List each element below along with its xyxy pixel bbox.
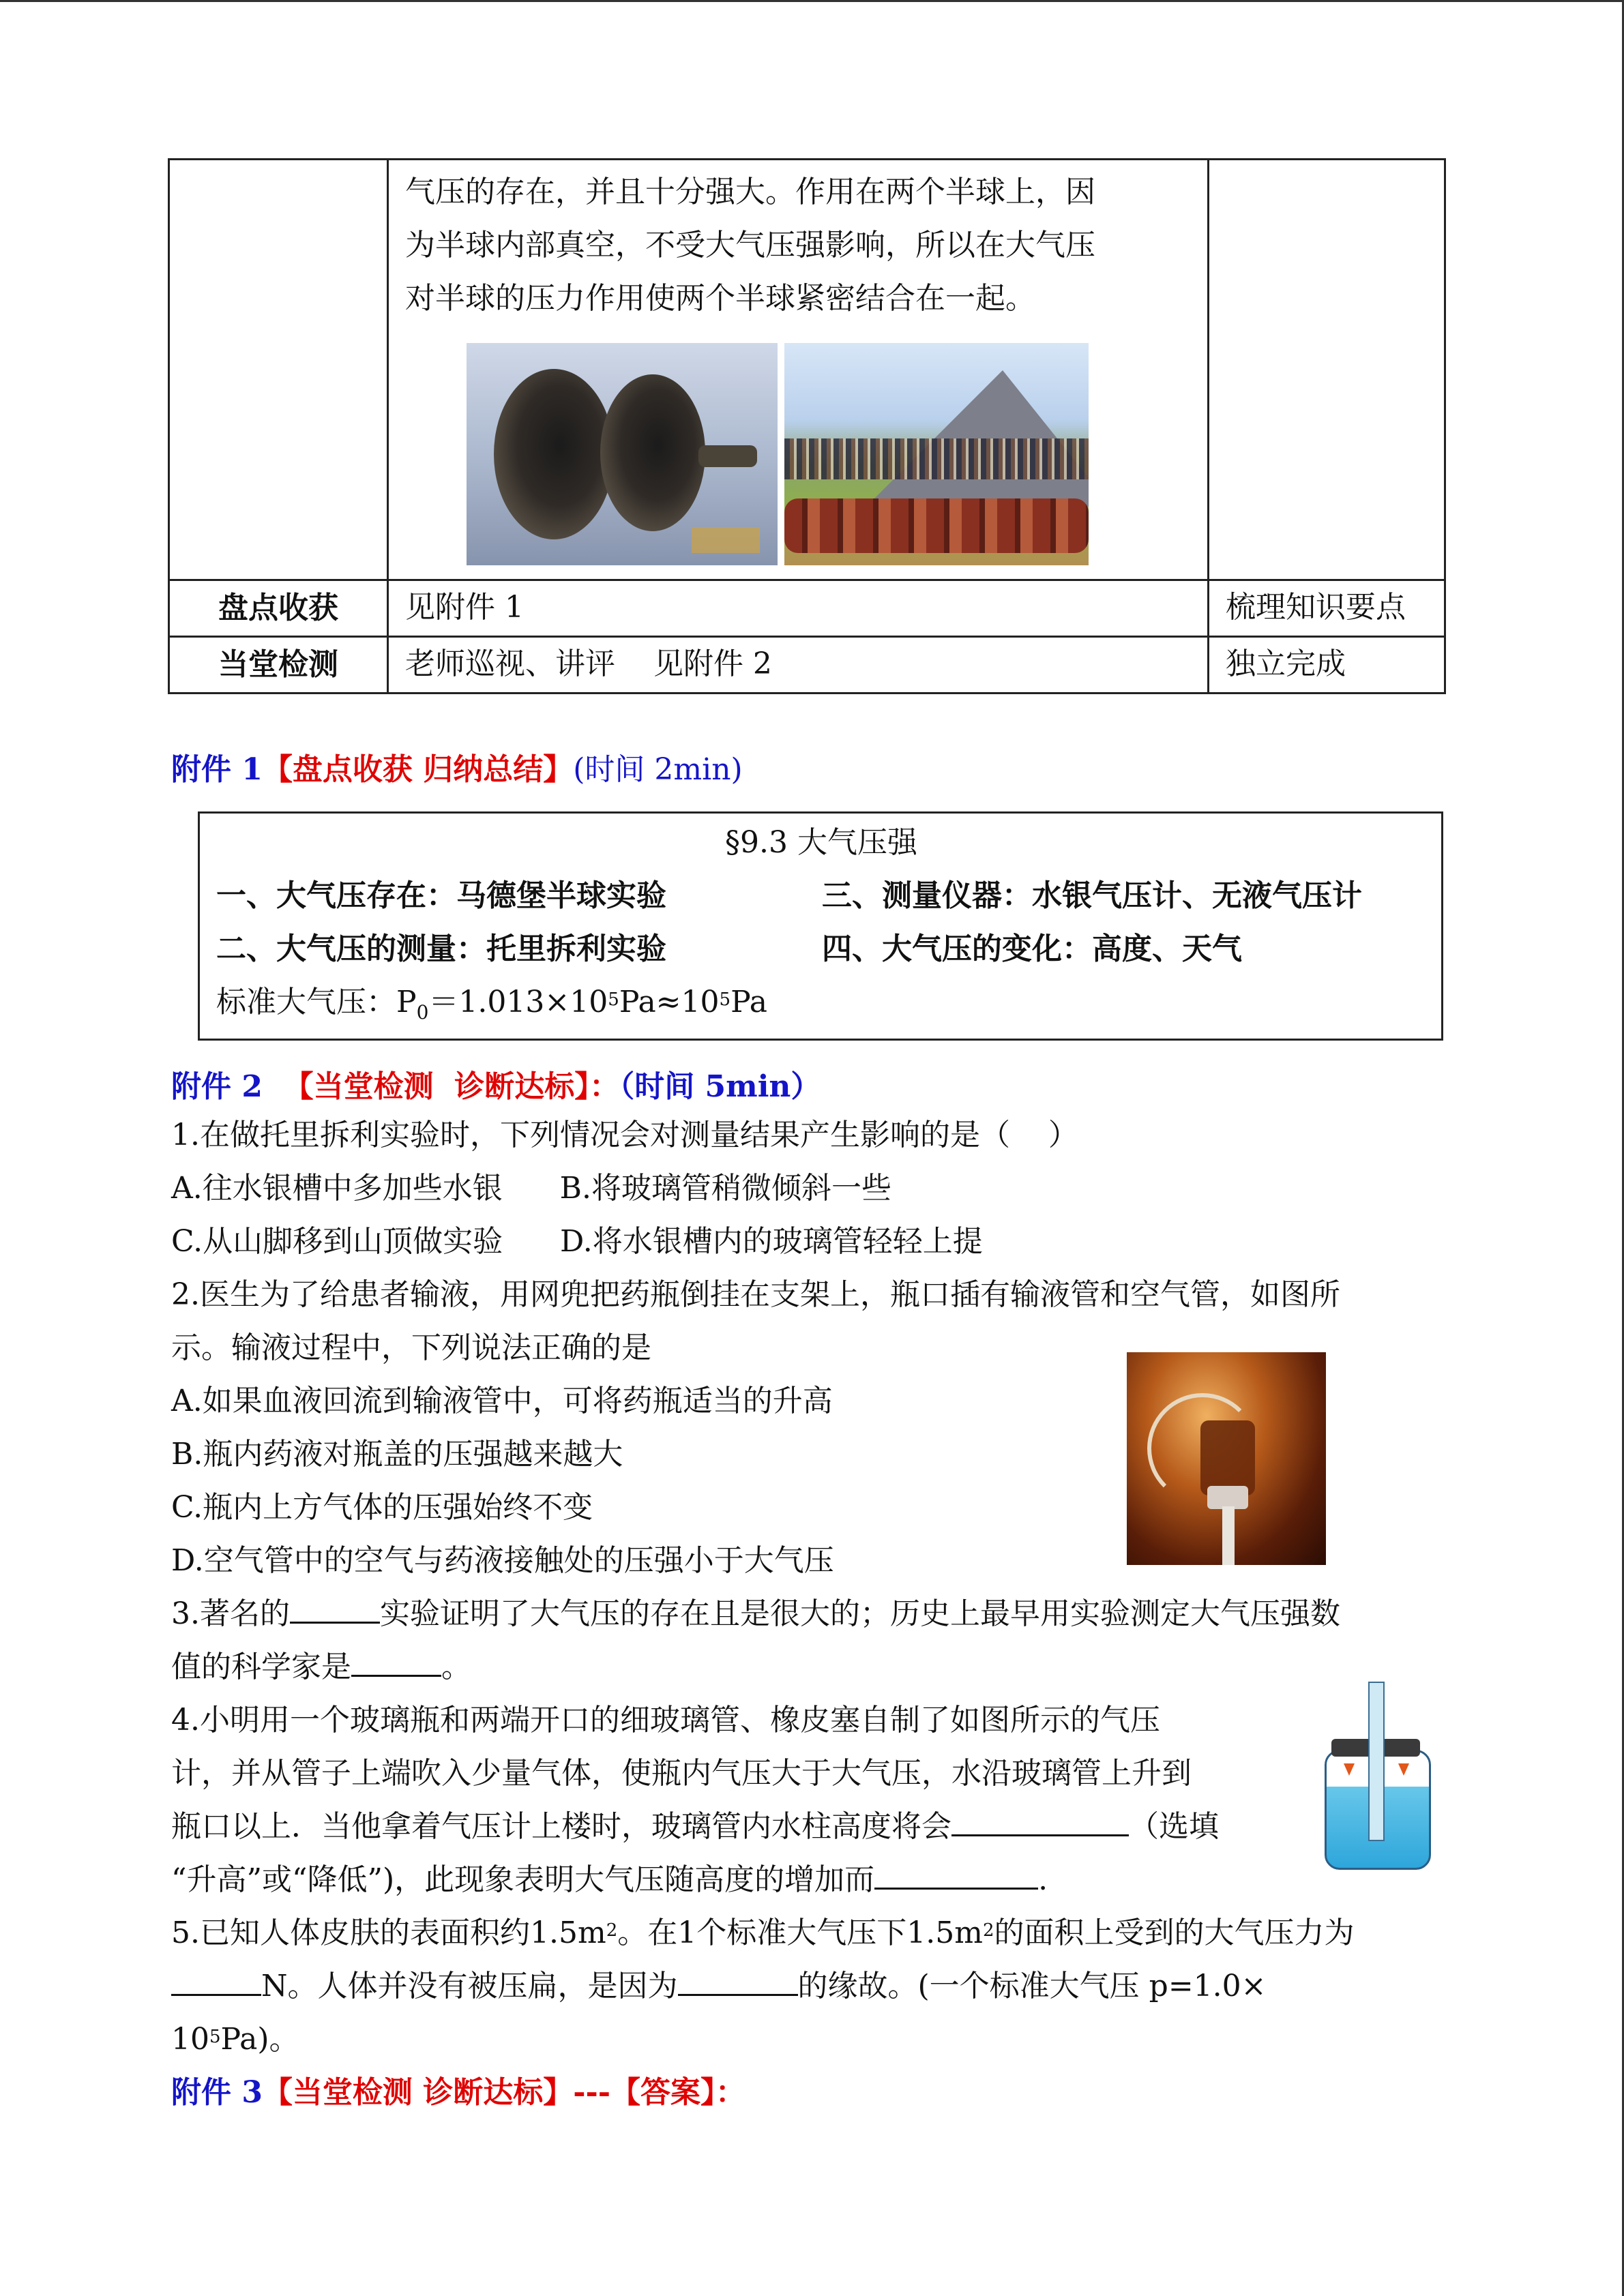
attachment1-label: 附件 1 [171,752,263,787]
attachment2-heading [171,1062,821,1105]
magdeburg-hemispheres-photo [467,343,778,565]
attachment2-title: 【当堂检测 诊断达标】： [283,1069,620,1104]
std-subscript: 0 [416,1000,429,1024]
q5-text: Pa)。 [220,2022,299,2057]
student-cell: 梳理知识要点 [1209,580,1445,637]
content-cell: 见附件 1 [388,580,1209,637]
attachment1-title: 【盘点收获 归纳总结】 [262,752,574,787]
attachment1-heading [171,745,743,788]
pressure-arrow-icon [1344,1763,1355,1776]
horses-shape [784,498,1089,553]
question-1: 1.在做托里拆利实验时，下列情况会对测量结果产生影响的是（ ） [171,1118,1078,1152]
hemisphere-left [494,369,614,539]
q4-text: “升高”或“降低”)，此现象表明大气压随高度的增加而 [171,1862,875,1897]
attachment3-label: 附件 3 [171,2075,263,2110]
crowd-shape [784,438,1089,479]
question-2-option: D.空气管中的空气与药液接触处的压强小于大气压 [171,1543,834,1578]
table-row [169,160,1445,580]
summary-grid [216,869,1426,976]
std-text: Pa≈10 [619,985,720,1019]
student-activity-cell-empty [1209,160,1445,580]
question-2-line: 2.医生为了给患者输液，用网兜把药瓶倒挂在支架上，瓶口插有输液管和空气管，如图所 [171,1277,1340,1312]
teacher-activity-cell [388,160,1209,580]
summary-item: 二、大气压的测量：托里拆利实验 [216,931,666,966]
answer-blank[interactable] [351,1648,441,1677]
student-cell: 独立完成 [1209,637,1445,694]
table-row [169,580,1445,637]
question-4-line: 计，并从管子上端吹入少量气体，使瓶内气压大于大气压，水沿玻璃管上升到 [171,1756,1192,1791]
q5-text: 10 [171,2022,209,2057]
content-cell: 老师巡视、讲评 见附件 2 [388,637,1209,694]
question-4-line [171,1800,1219,1853]
summary-box [198,811,1443,1041]
drip-chamber [1222,1506,1235,1565]
summary-item: 一、大气压存在：马德堡半球实验 [216,878,666,913]
question-4-line [171,1853,1048,1907]
attachment2-label: 附件 2 [171,1069,284,1104]
std-text: ＝1.013×10 [428,985,608,1019]
q5-text: 。在1个标准大气压下1.5m [617,1915,983,1950]
q3-text: 3.著名的 [171,1596,290,1631]
table-row [169,637,1445,694]
question-1-options-ab: A.往水银槽中多加些水银 B.将玻璃管稍微倾斜一些 [171,1171,891,1206]
question-3-line [171,1587,1340,1641]
photo-row [467,343,1191,565]
question-3-line [171,1641,471,1694]
std-exponent: 5 [719,989,731,1010]
question-1-options-cd: C.从山脚移到山顶做实验 D.将水银槽内的玻璃管轻轻上提 [171,1224,983,1259]
q4-text: 瓶口以上．当他拿着气压计上楼时，玻璃管内水柱高度将会 [171,1809,951,1844]
attachment3-title: 【当堂检测 诊断达标】---【答案】： [262,2075,746,2110]
q3-text: 值的科学家是 [171,1650,351,1684]
question-2-line: 示。输液过程中，下列说法正确的是 [171,1330,651,1365]
standard-pressure-line [216,976,1426,1039]
iv-bottle-photo [1127,1352,1326,1565]
q4-text: （选填 [1129,1809,1219,1844]
q5-text: 的缘故。(一个标准大气压 p=1.0× [797,1969,1267,2003]
answer-blank[interactable] [290,1594,380,1624]
summary-item: 四、大气压的变化：高度、天气 [822,931,1242,966]
valve-handle [698,445,757,467]
question-2-option: A.如果血液回流到输液管中，可将药瓶适当的升高 [171,1384,833,1418]
answer-blank[interactable] [951,1807,1129,1836]
intro-line: 对半球的压力作用使两个半球紧密结合在一起。 [405,281,1035,316]
question-4-line: 4.小明用一个玻璃瓶和两端开口的细玻璃管、橡皮塞自制了如图所示的气压 [171,1703,1160,1738]
summary-title: §9.3 大气压强 [725,825,917,860]
std-exponent: 5 [608,989,619,1010]
question-2-option: B.瓶内药液对瓶盖的压强越来越大 [171,1437,623,1472]
answer-blank[interactable] [678,1967,798,1996]
lesson-table [168,158,1446,694]
stage-cell: 盘点收获 [169,580,388,637]
bottle-cap [1207,1486,1248,1509]
summary-item: 三、测量仪器：水银气压计、无液气压计 [822,878,1362,913]
glass-tube [1368,1682,1385,1841]
question-5-line [171,2013,299,2066]
question-5-line [171,1960,1267,2013]
q5-text: 的面积上受到的大气压力为 [994,1915,1355,1950]
watermark-logo [692,527,760,553]
hemisphere-right [600,374,705,531]
intro-line: 为半球内部真空，不受大气压强影响，所以在大气压 [405,228,1095,263]
q5-text: N。人体并没有被压扁，是因为 [261,1969,678,2003]
attachment1-time: (时间 2min) [573,752,743,787]
stage-cell: 当堂检测 [169,637,388,694]
q3-text: 。 [441,1650,471,1684]
page-top-border [0,0,1624,2]
attachment3-heading [171,2068,745,2111]
homemade-barometer-figure [1318,1682,1435,1874]
q3-text: 实验证明了大气压的存在且是很大的；历史上最早用实验测定大气压强数 [379,1596,1340,1631]
pressure-arrow-icon [1398,1763,1409,1776]
horses-pulling-illustration [784,343,1089,565]
question-5-line [171,1907,1354,1960]
q5-exponent: 2 [606,1920,618,1941]
question-2-option: C.瓶内上方气体的压强始终不变 [171,1490,593,1525]
q4-text: . [1038,1862,1048,1897]
attachment2-time: （时间 5min） [619,1069,821,1104]
std-text: 标准大气压：P [216,985,417,1019]
stage-cell-empty [169,160,388,580]
answer-blank[interactable] [874,1860,1038,1890]
std-text: Pa [730,985,767,1019]
answer-blank[interactable] [171,1967,261,1996]
q5-exponent: 2 [982,1920,994,1941]
intro-line: 气压的存在，并且十分强大。作用在两个半球上，因 [405,175,1095,209]
bottle-neck [1200,1420,1255,1495]
q5-exponent: 5 [209,2027,221,2047]
q5-text: 5.已知人体皮肤的表面积约1.5m [171,1915,606,1950]
